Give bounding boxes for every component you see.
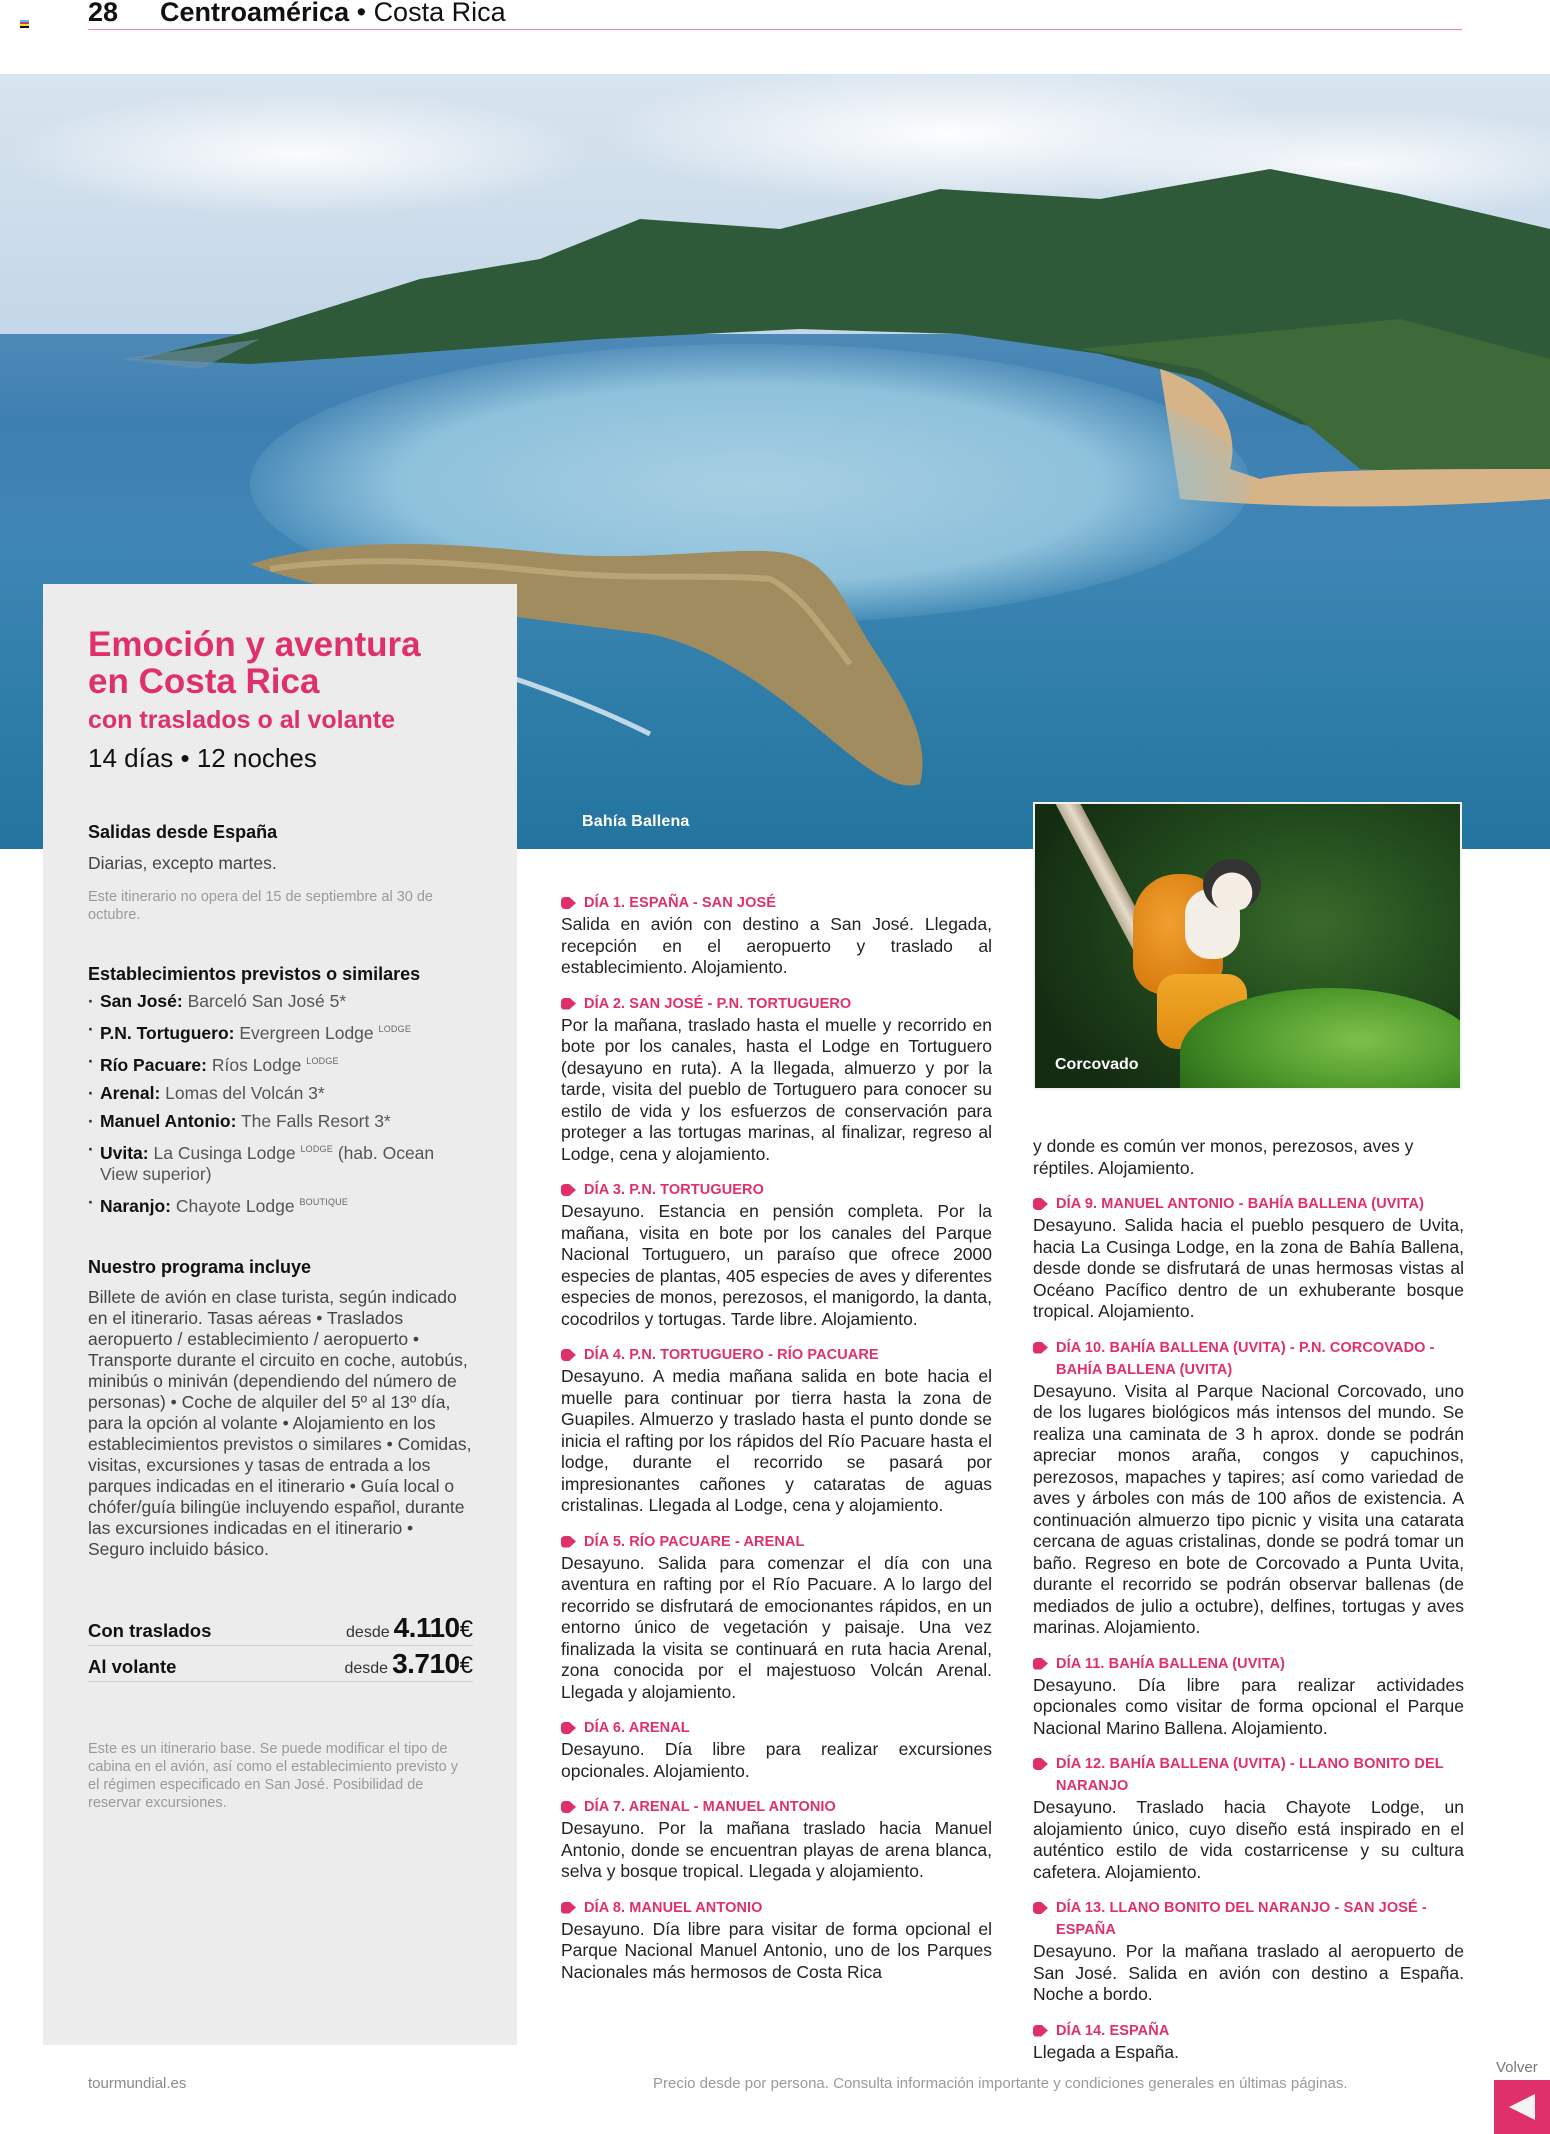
hotel-category-badge: LODGE (300, 1144, 333, 1154)
pink-bullet-icon (1033, 1658, 1048, 1670)
itinerary-day (561, 1897, 992, 1984)
day-title: DÍA 10. BAHÍA BALLENA (UVITA) - P.N. CORCOVADO - BAHÍA BALLENA (UVITA) (1056, 1339, 1435, 1378)
hotel-place: Río Pacuare: (100, 1055, 207, 1075)
hotel-name: Ríos Lodge (211, 1055, 302, 1075)
departures-text: Diarias, excepto martes. (88, 853, 277, 873)
itinerary-column-2 (1033, 1136, 1464, 2077)
itinerary-day (561, 1344, 992, 1517)
price-row-traslados (88, 1610, 473, 1646)
hotel-item (88, 1192, 473, 1217)
pink-bullet-icon (561, 1722, 576, 1734)
itinerary-day (561, 1179, 992, 1330)
back-label: Volver (1496, 2059, 1538, 2076)
day-description: Desayuno. Por la mañana traslado hacia Manuel Antonio, donde se encuentran playas de arena blanca, selva y bosque tropical. Llegada y alojamiento. (561, 1818, 992, 1881)
hotel-place: San José: (100, 991, 183, 1011)
day-description: Desayuno. Salida para comenzar el día con una aventura en rafting por el Río Pacuare. A lo largo del recorrido se disfrutará de emocionantes rápidos, en un entorno único de vegetación y paisaje. Una vez finalizada la visita se continuará en ruta hacia Arenal, zona conocida por el majestuoso Volcán Arenal. Llegada y alojamiento. (561, 1552, 992, 1702)
photo-caption: Corcovado (1055, 1056, 1139, 1073)
hotel-category-badge: LODGE (378, 1024, 412, 1034)
hotel-name: Lomas del Volcán 3* (165, 1083, 325, 1103)
day-title: DÍA 4. P.N. TORTUGUERO - RÍO PACUARE (584, 1347, 879, 1363)
price-label: Con traslados (88, 1620, 212, 1641)
hotel-name: The Falls Resort 3* (240, 1111, 391, 1131)
hotel-room-note: (hab. Ocean View superior) (100, 1143, 435, 1184)
title-separator: • (349, 0, 374, 27)
day-heading (1033, 2020, 1464, 2042)
price-amount: 3.710 (392, 1648, 460, 1679)
price-amount: 4.110 (393, 1612, 460, 1643)
page-header (88, 0, 1462, 30)
day-heading (561, 1179, 992, 1201)
day-description: Desayuno. Día libre para visitar de forma opcional el Parque Nacional Manuel Antonio, uno de los Parques Nacionales más hermosos de Costa Rica (561, 1918, 992, 1982)
departures-section (88, 822, 473, 924)
day-description: Desayuno. Salida hacia el pueblo pesquero de Uvita, hacia La Cusinga Lodge, en la zona de Bahía Ballena, desde donde se disfrutará de unas hermosas vistas al Océano Pacífico dentro de un exhuberante bosque tropical. Alojamiento. (1033, 1215, 1464, 1321)
price-label: Al volante (88, 1656, 177, 1677)
day-heading (1033, 1337, 1464, 1381)
pink-bullet-icon (1033, 1198, 1048, 1210)
back-button[interactable] (1494, 2080, 1550, 2134)
day-heading (1033, 1753, 1464, 1797)
price-row-volante (88, 1646, 473, 1682)
pink-bullet-icon (561, 998, 576, 1010)
pink-bullet-icon (1033, 1342, 1048, 1354)
itinerary-day (561, 993, 992, 1166)
hotel-place: P.N. Tortuguero: (100, 1023, 235, 1043)
hotel-item (88, 1019, 473, 1044)
trip-title-line-1: Emoción y aventura (88, 625, 421, 664)
hotel-name: Evergreen Lodge (239, 1023, 374, 1043)
day-description: Desayuno. A media mañana salida en bote hacia el muelle para continuar por tierra hasta la zona de Guapiles. Almuerzo y traslado hasta el punto donde se inicia el rafting por los rápidos del Río Pacuare hasta el lodge, durante el recorrido se pasará por impresionantes cañones y cataratas de aguas cristalinas. Llegada al Lodge, cena y alojamiento. (561, 1366, 992, 1515)
pink-bullet-icon (1033, 1902, 1048, 1914)
day-heading (561, 1897, 992, 1919)
day-heading (561, 1344, 992, 1366)
day-heading (561, 993, 992, 1015)
photo-corcovado-monkey (1033, 802, 1462, 1090)
includes-heading: Nuestro programa incluye (88, 1257, 312, 1277)
hotel-name: Barceló San José 5* (187, 991, 347, 1011)
trip-title-line-2: en Costa Rica (88, 662, 320, 701)
day-description: Por la mañana, traslado hasta el muelle y recorrido en bote por los canales, hasta el Lodge en Tortuguero (desayuno en ruta). A la llegada, almuerzo y por la tarde, visita del pueblo de Tortuguero para conocer su estilo de vida y los esfuerzos de conservación para proteger a las tortugas marinas, al finalizar, regreso al Lodge, cena y alojamiento. (561, 1014, 992, 1164)
includes-text: Billete de avión en clase turista, según indicado en el itinerario. Tasas aéreas • Traslados aeropuerto / establecimiento / aeropuerto • Transporte durante el circuito en coche, autobús, minibús o miniván (dependiendo del número de personas) • Coche de alquiler del 5º al 13º día, para la opción al volante • Alojamiento en los establecimientos previstos o similares • Comidas, visitas, excursiones y tasas de entrada a los parques indicadas en el itinerario • Guía local o chófer/guía bilingüe incluyendo español, durante las excursiones indicadas en el itinerario • Seguro incluido básico. (88, 1287, 472, 1559)
itinerary-day (561, 892, 992, 979)
pink-bullet-icon (561, 1536, 576, 1548)
price-prefix: desde (346, 1624, 390, 1641)
day-heading (561, 1531, 992, 1553)
trip-duration: 14 días • 12 noches (88, 743, 317, 773)
pink-bullet-icon (561, 897, 576, 909)
day-title: DÍA 11. BAHÍA BALLENA (UVITA) (1056, 1655, 1285, 1672)
day-title: DÍA 2. SAN JOSÉ - P.N. TORTUGUERO (584, 995, 852, 1012)
hotel-item (88, 1111, 473, 1132)
day-heading (561, 1717, 992, 1739)
day-title: DÍA 3. P.N. TORTUGUERO (584, 1182, 764, 1198)
arrow-left-icon (1509, 2094, 1535, 2120)
day-title: DÍA 13. LLANO BONITO DEL NARANJO - SAN JOSÉ - ESPAÑA (1056, 1900, 1427, 1938)
itinerary-day (1033, 1653, 1464, 1740)
day-title: DÍA 7. ARENAL - MANUEL ANTONIO (584, 1799, 836, 1815)
day-description: Desayuno. Visita al Parque Nacional Corcovado, uno de los lugares biológicos más intensos del mundo. Se realiza una caminata de 3 h aprox. donde se podrán apreciar monos araña, congos y capuchinos, perezosos, mapaches y tapires; así como variedad de aves y árboles con más de 100 años de existencia. A continuación almuerzo tipo picnic y visita una catarata cercana de aguas cristalinas, donde se podrá tomar un baño. Regreso en bote de Corcovado a Punta Uvita, durante el recorrido se podrán observar ballenas (de mediados de julio a octubre), delfines, tortugas y aves marinas. Alojamiento. (1033, 1380, 1464, 1637)
hotel-place: Manuel Antonio: (100, 1111, 237, 1131)
itinerary-day (561, 1717, 992, 1782)
hotel-name: Chayote Lodge (175, 1196, 295, 1216)
pink-bullet-icon (561, 1349, 576, 1361)
day-title: DÍA 14. ESPAÑA (1056, 2022, 1170, 2039)
pink-bullet-icon (561, 1184, 576, 1196)
footer-price-note: Precio desde por persona. Consulta información importante y condiciones generales en últimas páginas. (653, 2075, 1348, 2092)
section-title (160, 0, 506, 28)
day-title: DÍA 1. ESPAÑA - SAN JOSÉ (584, 895, 777, 911)
itinerary-day (1033, 2020, 1464, 2064)
hero-caption: Bahía Ballena (582, 813, 690, 830)
hotel-item (88, 991, 473, 1012)
itinerary-day (1033, 1337, 1464, 1639)
hotel-item (88, 1083, 473, 1104)
itinerary-day (561, 1531, 992, 1704)
day-heading (561, 892, 992, 914)
hotels-section (88, 964, 473, 1217)
hotel-category-badge: LODGE (306, 1056, 339, 1066)
price-currency: € (459, 1616, 473, 1643)
day-title: DÍA 5. RÍO PACUARE - ARENAL (584, 1533, 805, 1550)
itinerary-day (561, 1796, 992, 1883)
price-prefix: desde (344, 1660, 389, 1677)
day-title: DÍA 8. MANUEL ANTONIO (584, 1899, 763, 1916)
hotel-place: Uvita: (100, 1143, 149, 1163)
itinerary-day (1033, 1753, 1464, 1883)
monkey-head-shape (1203, 859, 1261, 911)
day-description: Desayuno. Día libre para realizar actividades opcionales como visitar de forma opcional el Parque Nacional Marino Ballena. Alojamiento. (1033, 1674, 1464, 1738)
footer-website[interactable]: tourmundial.es (88, 2075, 187, 2092)
pink-bullet-icon (561, 1801, 576, 1813)
day-heading (1033, 1193, 1464, 1215)
itinerary-column-1 (561, 892, 992, 1997)
pink-bullet-icon (1033, 2025, 1048, 2037)
day-title: DÍA 9. MANUEL ANTONIO - BAHÍA BALLENA (UVITA) (1056, 1196, 1425, 1212)
hotel-place: Arenal: (100, 1083, 161, 1103)
price-value (346, 1612, 473, 1644)
hotel-item (88, 1139, 473, 1185)
day-heading (1033, 1653, 1464, 1675)
base-itinerary-note: Este es un itinerario base. Se puede modificar el tipo de cabina en el avión, así como el establecimiento previsto y el régimen especificado en San José. Posibilidad de reservar excursiones. (88, 1741, 458, 1811)
day-title: DÍA 6. ARENAL (584, 1720, 690, 1736)
day-description: Desayuno. Día libre para realizar excursiones opcionales. Alojamiento. (561, 1739, 992, 1781)
day-heading (1033, 1897, 1464, 1941)
prices-table (88, 1610, 473, 1682)
day-8-continuation: y donde es común ver monos, perezosos, aves y réptiles. Alojamiento. (1033, 1136, 1414, 1178)
trip-title (88, 626, 473, 700)
trip-info-panel (43, 584, 517, 2045)
page-number: 28 (88, 0, 119, 27)
hotel-name: La Cusinga Lodge (153, 1143, 296, 1163)
day-heading (561, 1796, 992, 1818)
day-description: Desayuno. Traslado hacia Chayote Lodge, un alojamiento único, cuyo diseño está inspirado en el auténtico estilo de vida costarricense y su cultura cafetera. Alojamiento. (1033, 1797, 1464, 1882)
pink-bullet-icon (1033, 1758, 1048, 1770)
price-value (344, 1648, 473, 1680)
hotel-item (88, 1051, 473, 1076)
day-description: Desayuno. Estancia en pensión completa. Por la mañana, visita en bote por los canales del Parque Nacional Tortuguero, un paraíso que ofrece 2000 especies de plantas, 405 especies de aves y diferentes especies de monos, perezosos, el manigordo, la danta, cocodrilos y tortugas. Tarde libre. Alojamiento. (561, 1201, 992, 1329)
print-color-marks (20, 20, 29, 28)
day-description: Salida en avión con destino a San José. Llegada, recepción en el aeropuerto y traslado al establecimiento. Alojamiento. (561, 914, 992, 977)
pink-bullet-icon (561, 1902, 576, 1914)
day-description: Desayuno. Por la mañana traslado al aeropuerto de San José. Salida en avión con destino a España. Noche a bordo. (1033, 1941, 1464, 2004)
day-description: Llegada a España. (1033, 2041, 1179, 2062)
hotels-list (88, 991, 473, 1217)
region-name: Centroamérica (160, 0, 350, 27)
itinerary-day (1033, 1897, 1464, 2006)
hotels-heading: Establecimientos previstos o similares (88, 964, 421, 984)
departures-heading: Salidas desde España (88, 822, 278, 842)
includes-section (88, 1257, 473, 1560)
hotel-place: Naranjo: (100, 1196, 171, 1216)
itinerary-day (1033, 1193, 1464, 1323)
trip-subtitle: con traslados o al volante (88, 706, 396, 734)
price-currency: € (459, 1652, 473, 1679)
day-title: DÍA 12. BAHÍA BALLENA (UVITA) - LLANO BONITO DEL NARANJO (1056, 1756, 1444, 1794)
hotel-category-badge: BOUTIQUE (299, 1197, 349, 1207)
departures-note: Este itinerario no opera del 15 de septiembre al 30 de octubre. (88, 889, 433, 923)
country-name: Costa Rica (373, 0, 506, 27)
